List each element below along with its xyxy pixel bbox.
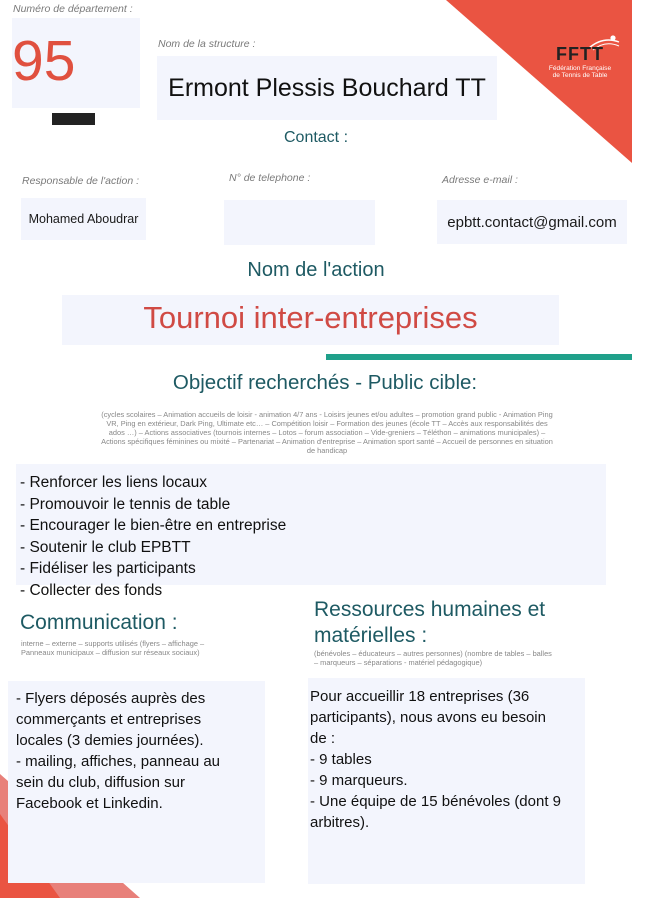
ressources-title-line: matérielles : (314, 624, 428, 647)
email-label: Adresse e-mail : (442, 174, 518, 186)
ressources-line: Pour accueillir 18 entreprises (36 (310, 688, 530, 705)
communication-hint-line: Panneaux municipaux – diffusion sur réseaux sociaux) (21, 648, 200, 657)
ressources-line: participants), nous avons eu besoin (310, 709, 546, 726)
objectif-title: Objectif recherchés - Public cible: (172, 371, 478, 394)
communication-text (16, 688, 256, 814)
objectif-hint-line: VR, Ping en extérieur, Dark Ping, Ultimate etc… – Compétition loisir – Formation des jeunes (école TT – Accès aux responsabilités des (106, 419, 548, 428)
redaction-bar (52, 113, 95, 125)
action-name: Tournoi inter-entreprises (143, 299, 478, 335)
objectif-hint-line: Actions spécifiques féminines ou mixité – Partenariat – Animation d'entreprise – Animation sport santé – Accueil de personnes en situation (101, 437, 553, 446)
responsable-label: Responsable de l'action : (22, 175, 139, 187)
department-label: Numéro de département : (13, 3, 133, 15)
ressources-line: - 9 tables (310, 751, 372, 768)
divider-line (326, 354, 632, 360)
communication-title: Communication : (20, 611, 178, 634)
structure-name: Ermont Plessis Bouchard TT (168, 73, 486, 102)
contact-title: Contact : (283, 129, 349, 146)
ressources-line: arbitres). (310, 814, 370, 831)
communication-line: - Flyers déposés auprès des (16, 690, 206, 707)
objectif-hint-line: (cycles scolaires – Animation accueils de loisir - animation 4/7 ans - Loisirs jeunes et/ou adultes – promotion grand public - Animation Ping (101, 410, 553, 419)
telephone-field[interactable] (224, 200, 375, 245)
objectif-hint (57, 410, 597, 455)
communication-line: locales (3 demies journées). (16, 732, 204, 749)
ressources-hint-line: – marqueurs – séparations - matériel pédagogique) (314, 658, 483, 667)
ressources-line: - Une équipe de 15 bénévoles (dont 9 (310, 793, 562, 810)
communication-hint-line: interne – externe – supports utilisés (flyers – affichage – (21, 639, 205, 648)
action-title: Nom de l'action (247, 259, 385, 281)
ressources-text (310, 686, 582, 833)
objectif-hint-line: ados …) – Actions associatives (tournois internes – Lotos – forum association – Vide-greniers – Téléthon – animations municipales) – (108, 428, 546, 437)
communication-line: sein du club, diffusion sur (16, 774, 185, 791)
logo-subtitle-2: de Tennis de Table (552, 72, 608, 79)
list-item: - Fidéliser les participants (20, 560, 196, 577)
communication-hint (21, 639, 261, 657)
ressources-title-line: Ressources humaines et (314, 598, 546, 621)
objectif-list (16, 464, 606, 601)
ressources-hint-line: (bénévoles – éducateurs – autres personnes) (nombre de tables – balles (314, 649, 552, 658)
telephone-label: N° de telephone : (229, 172, 311, 184)
department-number: 95 (12, 29, 76, 93)
list-item: - Renforcer les liens locaux (20, 474, 207, 491)
list-item: - Encourager le bien-être en entreprise (20, 517, 287, 534)
communication-line: - mailing, affiches, panneau au (16, 753, 221, 770)
list-item: - Promouvoir le tennis de table (20, 495, 231, 513)
fftt-logo (533, 30, 627, 82)
responsable-value: Mohamed Aboudrar (28, 212, 139, 226)
communication-line: commerçants et entreprises (16, 711, 202, 728)
communication-line: Facebook et Linkedin. (16, 795, 163, 812)
ressources-line: - 9 marqueurs. (310, 772, 408, 789)
email-value: epbtt.contact@gmail.com (447, 213, 617, 231)
objectif-hint-line: de handicap (306, 446, 348, 455)
structure-label: Nom de la structure : (158, 38, 256, 50)
list-item: - Soutenir le club EPBTT (20, 538, 191, 556)
ressources-title (314, 597, 614, 649)
list-item: - Collecter des fonds (20, 581, 163, 599)
objectif-field[interactable] (16, 464, 606, 599)
logo-text: FFTT (556, 44, 604, 64)
ressources-hint (314, 649, 606, 667)
ressources-line: de : (310, 730, 336, 747)
logo-subtitle-1: Fédération Française (548, 65, 612, 72)
